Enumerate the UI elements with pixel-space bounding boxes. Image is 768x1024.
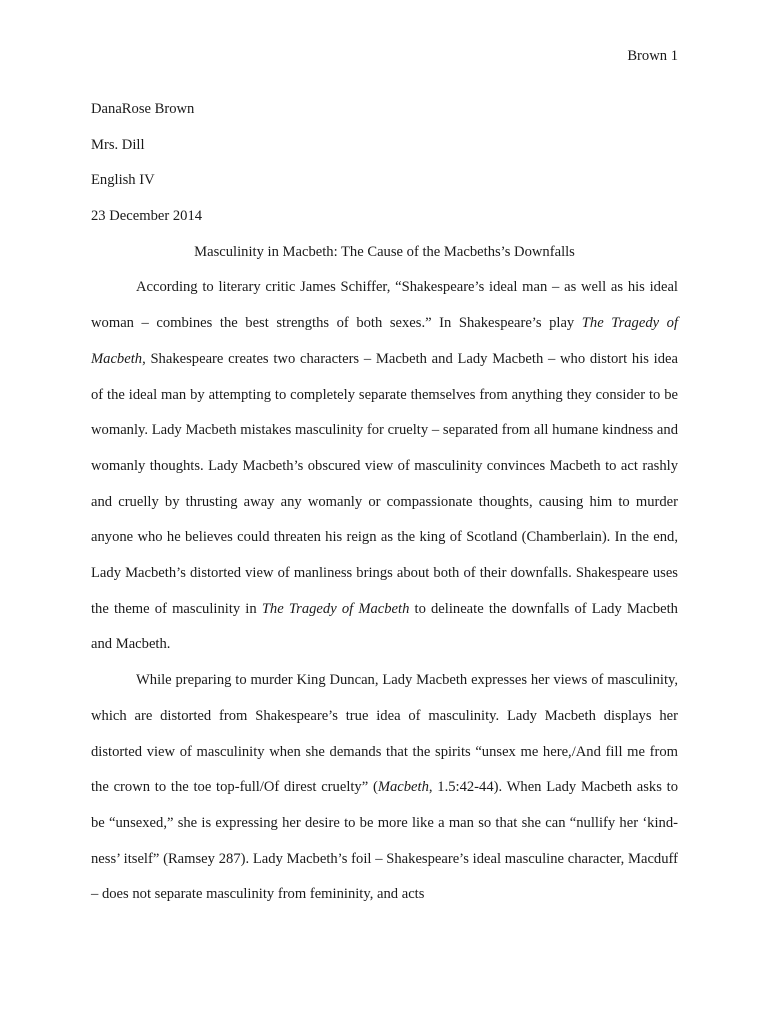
p1-sentence-2: , Shakespeare creates two characters – Macbeth and Lady Macbeth – who distort his idea of the ideal man by attempting to completely separate themselves from anything they consider to be womanly. Lady Macbeth mistakes masculinity for cruelty – separated from all humane kindness and womanly thoughts. Lady Macbeth’s obscured view of masculinity convinces Macbeth to act rashly and cruelly by thrusting away any womanly or compassionate thoughts, causing him to murder anyone who he believes could threaten his reign as the king of Scotland (Chamberlain). In the end, Lady Macbeth’s distorted view of manliness brings about both of their downfalls. Shakespeare uses the theme of masculinity in — [91, 350, 678, 617]
document-body — [91, 92, 678, 913]
p1-play-title-b: The Tragedy of Macbeth — [261, 600, 410, 617]
p1-play-title-a: The Tragedy of Macbeth — [91, 315, 679, 367]
p2-sentence-1: While preparing to murder King Duncan, Lady Macbeth expresses her views of masculinity, which are distorted from Shakespeare’s true idea of masculinity. Lady Macbeth displays her distorted view of masculinity when she demands that the spirits “unsex me here,/And fill me from the crown to the toe top-full/Of direst cruelty” ( — [91, 672, 678, 796]
p2-cite-title: Macbeth — [377, 779, 429, 796]
paragraph-1 — [91, 270, 678, 663]
p2-sentence-2: , 1.5:42-44). When Lady Macbeth asks to be “unsexed,” she is expressing her desire to be more like a man so that she can “nullify her ‘kind-ness’ itself” (Ramsey 287). Lady Macbeth’s foil – Shakespeare’s ideal masculine character, Macduff – does not separate masculinity from femininity, and acts — [91, 779, 678, 903]
paragraph-1-text — [91, 270, 678, 663]
p1-sentence-3: to delineate the downfalls of Lady Macbeth and Macbeth. — [91, 600, 678, 653]
student-name: DanaRose Brown — [91, 101, 195, 117]
p1-sentence-1: According to literary critic James Schiffer, “Shakespeare’s ideal man – as well as his ideal woman – combines the best strengths of both sexes.” In Shakespeare’s play — [91, 279, 678, 332]
page-header-number: Brown 1 — [627, 48, 678, 64]
teacher-name: Mrs. Dill — [91, 136, 145, 153]
essay-date: 23 December 2014 — [91, 208, 203, 225]
essay-title: Masculinity in Macbeth: The Cause of the Macbeths’s Downfalls — [194, 243, 575, 260]
course-name: English IV — [91, 172, 155, 189]
paragraph-2-text — [91, 663, 678, 913]
paragraph-2 — [91, 663, 678, 913]
